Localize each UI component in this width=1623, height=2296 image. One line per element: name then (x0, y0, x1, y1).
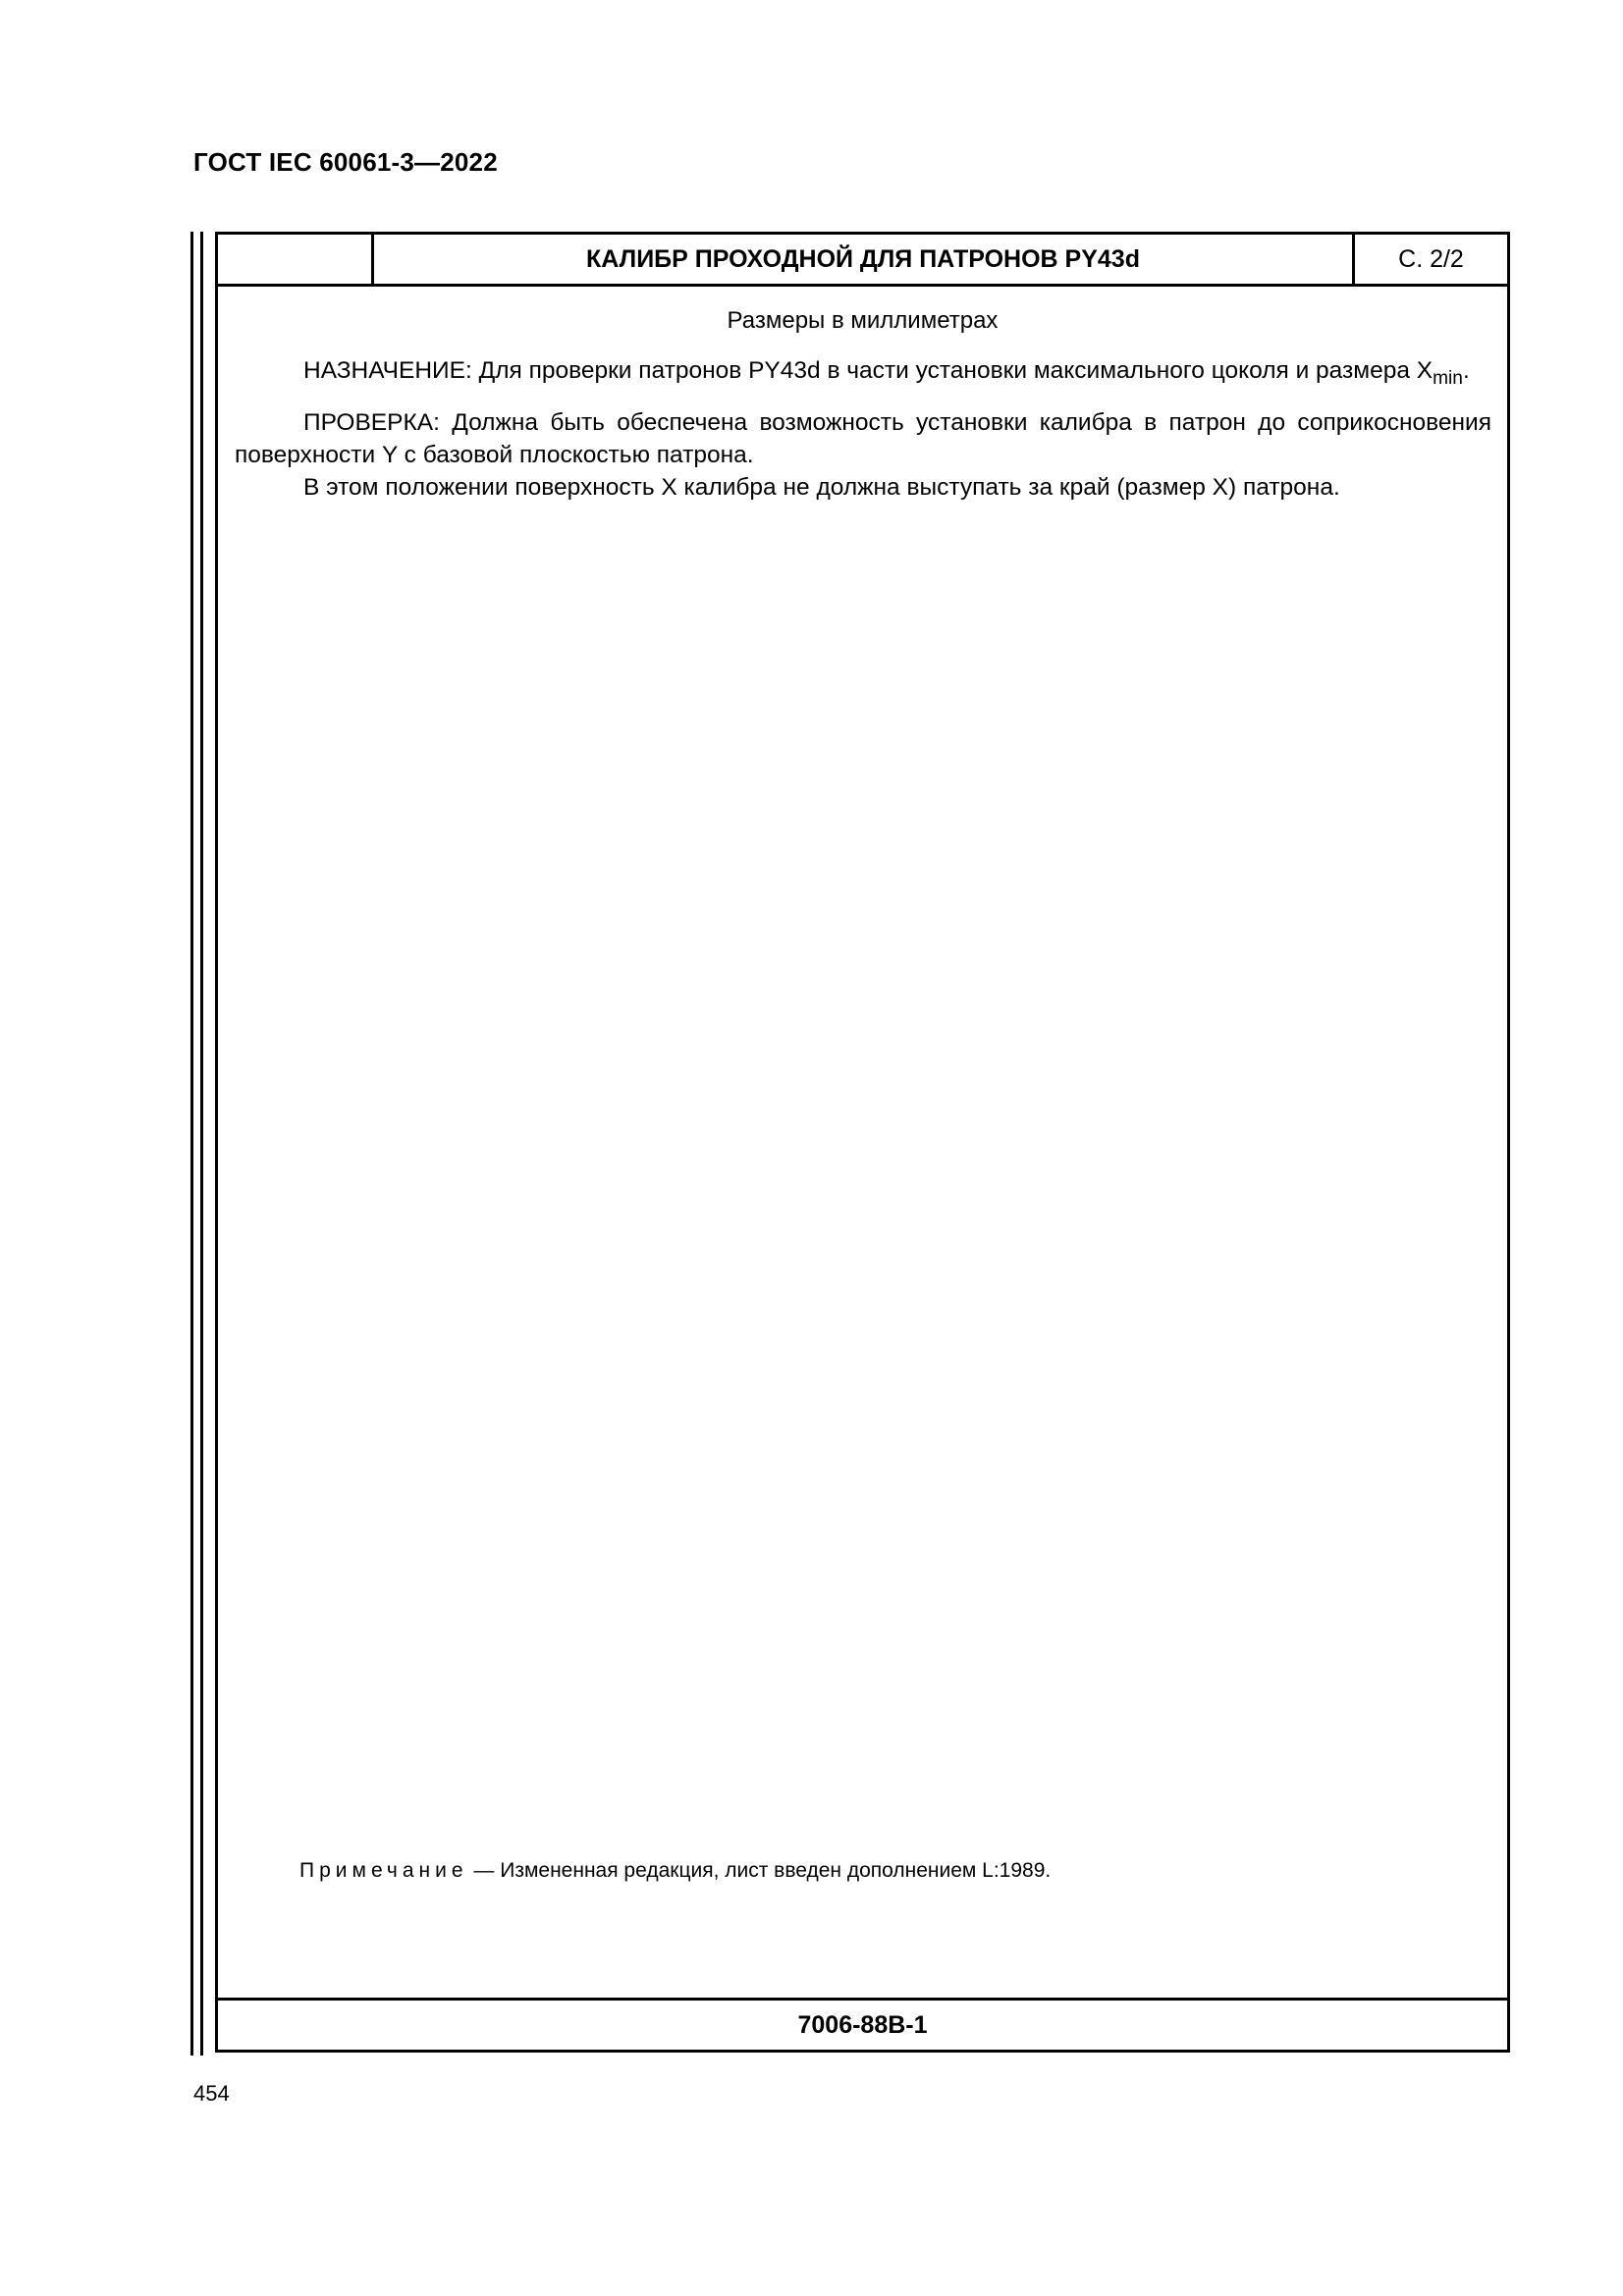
purpose-suffix: . (1462, 357, 1470, 384)
document-header: ГОСТ IEC 60061-3—2022 (193, 147, 498, 177)
sheet-code: 7006-88B-1 (218, 1998, 1507, 2050)
check-position-paragraph: В этом положении поверхность X калибра не должна выступать за край (размер X) патрона. (303, 474, 1340, 501)
sheet-frame (215, 232, 1510, 2053)
sheet-page-indicator: С. 2/2 (1398, 244, 1464, 273)
frame-double-line-inner (200, 232, 203, 2056)
note (299, 1859, 1051, 1883)
title-cell-blank (218, 235, 374, 284)
frame-double-line-outer (190, 232, 193, 2056)
purpose-paragraph (235, 354, 1491, 387)
purpose-text: НАЗНАЧЕНИЕ: Для проверки патронов PY43d в части установки максимального цоколя и размера X (303, 357, 1434, 384)
check-paragraph: ПРОВЕРКА: Должна быть обеспечена возможность установки калибра в патрон до соприкосновения поверхности Y с базовой плоскостью патрона. (235, 409, 1491, 468)
note-label: Примечание (299, 1859, 468, 1882)
page-number: 454 (193, 2081, 230, 2106)
sheet-body (235, 354, 1491, 504)
sheet-title-row (218, 235, 1507, 287)
note-text: — Измененная редакция, лист введен дополнением L:1989. (467, 1859, 1052, 1882)
sheet-title: КАЛИБР ПРОХОДНОЙ ДЛЯ ПАТРОНОВ PY43d (374, 235, 1355, 284)
units-note: Размеры в миллиметрах (727, 307, 999, 334)
purpose-subscript: min (1433, 368, 1463, 389)
